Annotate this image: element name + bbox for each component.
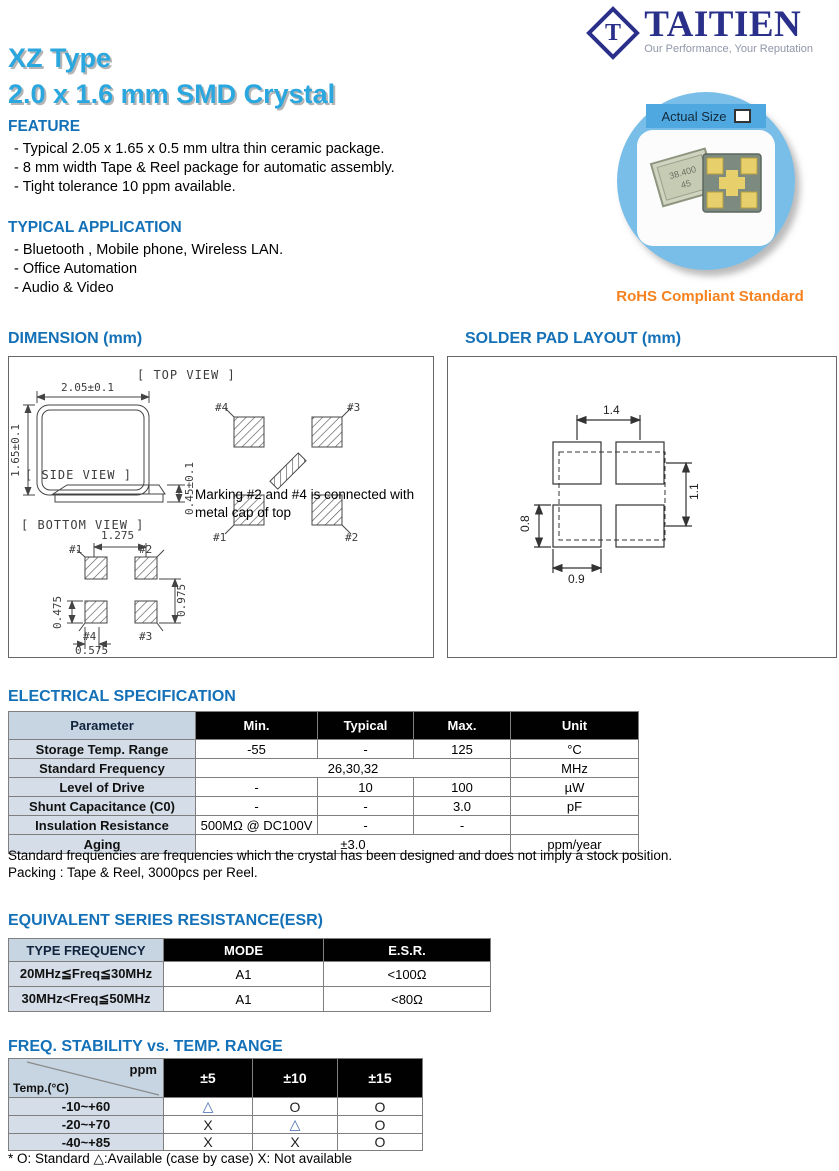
application-item: - Bluetooth , Mobile phone, Wireless LAN. xyxy=(14,242,284,258)
spec-heading: ELECTRICAL SPECIFICATION xyxy=(8,688,236,705)
crystal-chip-bottom xyxy=(703,154,761,212)
spec-typ: - xyxy=(318,797,414,816)
pad4-label: #4 xyxy=(215,401,229,414)
actual-size-label: Actual Size xyxy=(661,108,727,124)
logo-mark-letter: T xyxy=(605,19,622,46)
esr-header-mode: MODE xyxy=(164,939,324,962)
solder-pad-heading: SOLDER PAD LAYOUT (mm) xyxy=(465,330,682,347)
spec-unit xyxy=(511,816,639,835)
spec-span-value: 26,30,32 xyxy=(196,759,511,778)
spec-max: 100 xyxy=(414,778,511,797)
esr-mode: A1 xyxy=(164,987,324,1012)
esr-value: <80Ω xyxy=(324,987,491,1012)
corner-label-temp: Temp.(°C) xyxy=(13,1081,69,1095)
spec-unit: ppm/year xyxy=(511,835,639,854)
stability-corner-cell xyxy=(9,1059,164,1098)
page-title xyxy=(8,40,335,112)
esr-heading: EQUIVALENT SERIES RESISTANCE(ESR) xyxy=(8,912,323,929)
stability-heading: FREQ. STABILITY vs. TEMP. RANGE xyxy=(8,1038,283,1055)
brand-tagline: Our Performance, Your Reputation xyxy=(644,43,813,55)
application-heading: TYPICAL APPLICATION xyxy=(8,219,182,236)
dim-bhalf-label: 0.575 xyxy=(75,644,109,655)
stability-footnote: * O: Standard △:Available (case by case) X: Not available xyxy=(8,1151,353,1166)
availability-cell: △ xyxy=(164,1098,253,1116)
solder-pad-drawing xyxy=(448,357,834,655)
esr-value: <100Ω xyxy=(324,962,491,987)
application-item: - Audio & Video xyxy=(14,280,114,296)
table-row xyxy=(9,759,639,778)
availability-cell: O xyxy=(253,1098,338,1116)
spec-header-max: Max. xyxy=(414,712,511,740)
spec-param: Storage Temp. Range xyxy=(9,740,196,759)
spec-param: Insulation Resistance xyxy=(9,816,196,835)
taitien-diamond-icon xyxy=(586,6,640,60)
feature-item: - Tight tolerance 10 ppm available. xyxy=(14,179,236,195)
pad4-bottom-label: #4 xyxy=(83,630,97,643)
availability-cell: X xyxy=(164,1116,253,1134)
spec-header-typical: Typical xyxy=(318,712,414,740)
dim-bpitchy-label: 0.975 xyxy=(175,583,188,617)
logo-text-block xyxy=(644,4,813,55)
electrical-spec-table xyxy=(8,711,639,854)
table-row xyxy=(9,1098,423,1116)
brand-name: TAITIEN xyxy=(644,4,802,45)
stability-header-row xyxy=(9,1059,423,1098)
esr-header-esr: E.S.R. xyxy=(324,939,491,962)
dim-height-label: 1.65±0.1 xyxy=(9,424,22,477)
spec-typ: - xyxy=(318,740,414,759)
marking-note-line2: metal cap of top xyxy=(195,505,292,520)
solder-pad-panel xyxy=(447,356,837,658)
spec-note-line: Packing : Tape & Reel, 3000pcs per Reel. xyxy=(8,865,258,880)
dimension-heading: DIMENSION (mm) xyxy=(8,330,143,347)
spec-header-row xyxy=(9,712,639,740)
esr-freq-range: 20MHz≦Freq≦30MHz xyxy=(9,962,164,987)
esr-header-row xyxy=(9,939,491,962)
dimension-drawing xyxy=(9,357,431,655)
availability-cell: O xyxy=(338,1116,423,1134)
esr-mode: A1 xyxy=(164,962,324,987)
availability-cell: O xyxy=(338,1134,423,1151)
feature-heading: FEATURE xyxy=(8,118,81,135)
pad3-label: #3 xyxy=(347,401,361,414)
dim-thickness-label: 0.45±0.1 xyxy=(183,462,196,515)
feature-item: - 8 mm width Tape & Reel package for automatic assembly. xyxy=(14,160,395,176)
table-row xyxy=(9,778,639,797)
spec-span-value: ±3.0 xyxy=(196,835,511,854)
availability-cell: X xyxy=(253,1134,338,1151)
table-row xyxy=(9,1116,423,1134)
page-title-line1: XZ Type xyxy=(8,43,112,73)
availability-cell: △ xyxy=(253,1116,338,1134)
stability-col-pm5: ±5 xyxy=(164,1059,253,1098)
pad-dim-right: 1.1 xyxy=(687,483,701,500)
stability-col-pm15: ±15 xyxy=(338,1059,423,1098)
product-photo-badge xyxy=(617,92,795,270)
table-row xyxy=(9,816,639,835)
spec-max: - xyxy=(414,816,511,835)
dim-width-label: 2.05±0.1 xyxy=(61,381,114,394)
availability-cell: O xyxy=(338,1098,423,1116)
spec-unit: °C xyxy=(511,740,639,759)
spec-header-unit: Unit xyxy=(511,712,639,740)
spec-param: Level of Drive xyxy=(9,778,196,797)
spec-header-parameter: Parameter xyxy=(9,712,196,740)
pad1-label: #1 xyxy=(213,531,227,544)
pad2-label: #2 xyxy=(345,531,359,544)
pad-dim-left: 0.8 xyxy=(518,515,532,532)
top-view-label: [ TOP VIEW ] xyxy=(137,368,236,382)
actual-size-band xyxy=(646,104,766,128)
dim-bpitchx-label: 1.275 xyxy=(101,529,135,542)
spec-min: - xyxy=(196,778,318,797)
marking-note-line1: Marking #2 and #4 is connected with xyxy=(195,487,415,502)
table-row xyxy=(9,797,639,816)
dimension-panel xyxy=(8,356,434,658)
spec-param: Standard Frequency xyxy=(9,759,196,778)
side-view-label: [ SIDE VIEW ] xyxy=(25,468,132,482)
pad3-bottom-label: #3 xyxy=(139,630,153,643)
feature-list xyxy=(14,140,395,197)
table-row xyxy=(9,740,639,759)
spec-note-line: Standard frequencies are frequencies which the crystal has been designed and does not imply a stock position. xyxy=(8,848,673,863)
rohs-compliance-note: RoHS Compliant Standard xyxy=(616,288,804,305)
chip-marking-code: 45 xyxy=(679,177,693,191)
spec-typ: 10 xyxy=(318,778,414,797)
spec-typ: - xyxy=(318,816,414,835)
pad2-bottom-label: #2 xyxy=(139,543,153,556)
esr-table xyxy=(8,938,491,1012)
availability-cell: X xyxy=(164,1134,253,1151)
esr-freq-range: 30MHz<Freq≦50MHz xyxy=(9,987,164,1012)
chip-marking-frequency: 38.400 xyxy=(667,164,698,182)
bottom-view-label: [ BOTTOM VIEW ] xyxy=(21,518,145,532)
spec-unit: pF xyxy=(511,797,639,816)
spec-max: 125 xyxy=(414,740,511,759)
spec-min: - xyxy=(196,797,318,816)
spec-notes xyxy=(8,847,672,881)
application-list xyxy=(14,241,283,298)
crystal-photo-illustration xyxy=(637,130,775,246)
spec-header-min: Min. xyxy=(196,712,318,740)
table-row xyxy=(9,1134,423,1151)
spec-param: Aging xyxy=(9,835,196,854)
table-row xyxy=(9,962,491,987)
spec-min: 500MΩ @ DC100V xyxy=(196,816,318,835)
pad-dim-bottom: 0.9 xyxy=(568,572,585,586)
actual-size-square-icon xyxy=(734,109,751,123)
spec-unit: µW xyxy=(511,778,639,797)
temp-range: -40~+85 xyxy=(9,1134,164,1151)
taitien-logo xyxy=(594,4,813,55)
dim-bpadh-label: 0.475 xyxy=(51,595,64,629)
corner-label-ppm: ppm xyxy=(129,1062,157,1077)
esr-header-type: TYPE FREQUENCY xyxy=(9,939,164,962)
pad-dim-top: 1.4 xyxy=(603,403,620,417)
temp-range: -10~+60 xyxy=(9,1098,164,1116)
spec-unit: MHz xyxy=(511,759,639,778)
product-photo-area xyxy=(637,130,775,246)
application-item: - Office Automation xyxy=(14,261,138,277)
table-row xyxy=(9,987,491,1012)
spec-min: -55 xyxy=(196,740,318,759)
stability-table xyxy=(8,1058,423,1151)
pad1-bottom-label: #1 xyxy=(69,543,83,556)
page-title-line2: 2.0 x 1.6 mm SMD Crystal xyxy=(8,79,336,109)
feature-item: - Typical 2.05 x 1.65 x 0.5 mm ultra thin ceramic package. xyxy=(14,141,385,157)
spec-max: 3.0 xyxy=(414,797,511,816)
temp-range: -20~+70 xyxy=(9,1116,164,1134)
spec-param: Shunt Capacitance (C0) xyxy=(9,797,196,816)
stability-col-pm10: ±10 xyxy=(253,1059,338,1098)
